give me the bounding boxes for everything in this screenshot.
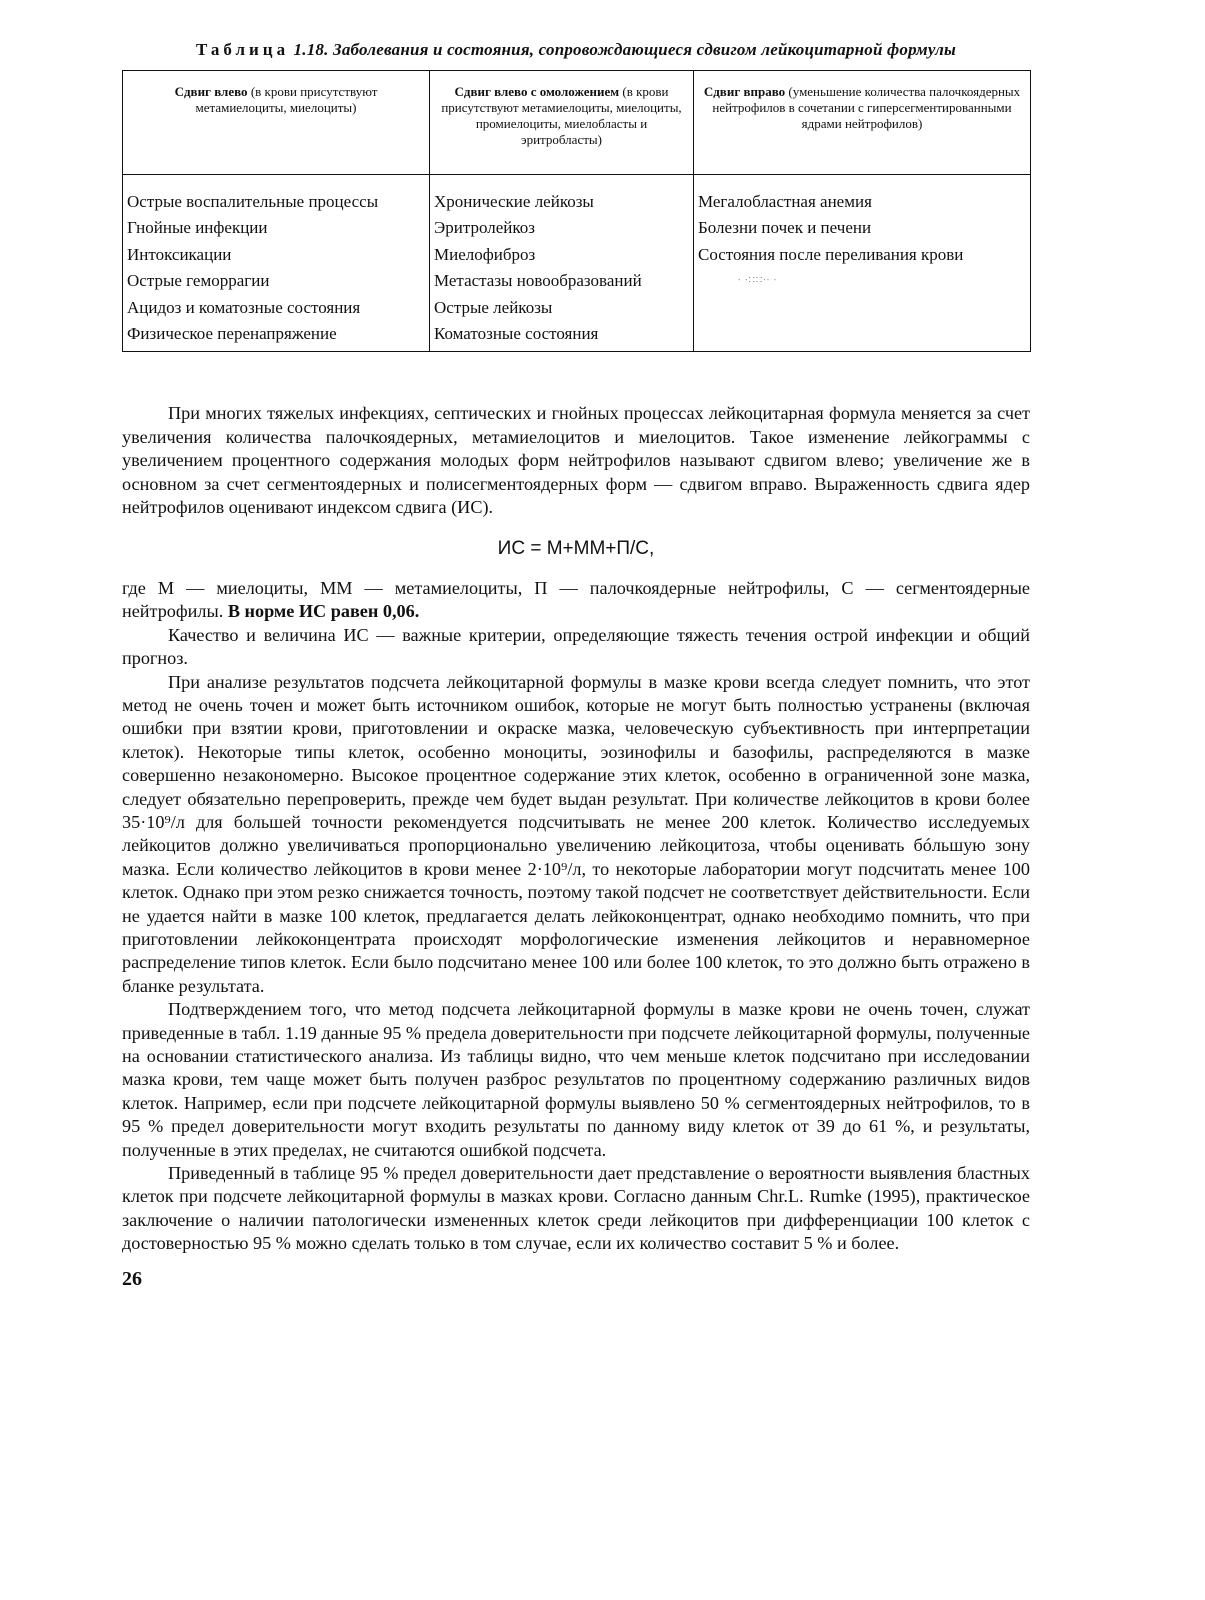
list-item: Метастазы новообразований bbox=[434, 271, 642, 291]
header-right-shift: Сдвиг вправо (уменьшение количества палочкоядерных нейтрофилов в сочетании с гиперсегментированными ядрами нейтрофилов) bbox=[694, 71, 1031, 175]
body-text bbox=[122, 402, 1030, 1255]
list-item: Физическое перенапряжение bbox=[127, 324, 337, 344]
header-left-shift-rejuvenation: Сдвиг влево с омоложением (в крови присутствуют метамиелоциты, миелоциты, промиелоциты, миелобласты и эритробласты) bbox=[430, 71, 694, 175]
list-item: Болезни почек и печени bbox=[698, 218, 872, 238]
paragraph: где М — миелоциты, ММ — метамиелоциты, П — палочкоядерные нейтрофилы, С — сегментоядерные нейтрофилы. В норме ИС равен 0,06. bbox=[122, 577, 1030, 622]
paragraph: Качество и величина ИС — важные критерии, определяющие тяжесть течения острой инфекции и общий прогноз. bbox=[122, 624, 1030, 669]
document-page bbox=[122, 40, 1030, 1291]
column-left-shift-rejuvenation bbox=[430, 175, 694, 352]
list-item: Мегалобластная анемия bbox=[698, 192, 872, 211]
table-caption-label: Таблица bbox=[195, 40, 290, 59]
paragraph: Приведенный в таблице 95 % предел доверительности дает представление о вероятности выявления бластных клеток при подсчете лейкоцитарной формулы в мазках крови. Согласно данным Chr.L. Rumke (1995), практическое заключение о наличии патологически измененных клеток среди лейкоцитов при дифференциации 100 клеток с достоверностью 95 % можно сделать только в том случае, если их количество составит 5 % и более. bbox=[122, 1163, 1030, 1254]
table-caption-text: 1.18. Заболевания и состояния, сопровождающиеся сдвигом лейкоцитарной формулы bbox=[293, 40, 957, 59]
list-item: Состояния после переливания крови bbox=[698, 244, 964, 264]
list-item: Острые геморрагии bbox=[127, 271, 270, 291]
list-item: Гнойные инфекции bbox=[127, 218, 268, 238]
list-item: Хронические лейкозы bbox=[434, 192, 594, 211]
list-item: Ацидоз и коматозные состояния bbox=[127, 297, 361, 317]
list-item: Миелофиброз bbox=[434, 244, 536, 264]
norm-statement: В норме ИС равен 0,06. bbox=[227, 601, 420, 622]
table-caption bbox=[122, 40, 1030, 60]
list-item: Эритролейкоз bbox=[434, 218, 535, 238]
column-right-shift bbox=[694, 175, 1031, 352]
paragraph: Подтверждением того, что метод подсчета лейкоцитарной формулы в мазке крови не очень точен, служат приведенные в табл. 1.19 данные 95 % предела доверительности при подсчете лейкоцитарной формулы, полученные на основании статистического анализа. Из таблицы видно, что чем меньше клеток подсчитано при исследовании мазка крови, тем чаще может быть получен разброс результатов по процентному содержанию различных видов клеток. Например, если при подсчете лейкоцитарной формулы выявлено 50 % сегментоядерных нейтрофилов, то в 95 % предел доверительности могут входить результаты по данному виду клеток от 39 до 61 %, и результаты, полученные в этих пределах, не считаются ошибкой подсчета. bbox=[122, 999, 1030, 1160]
list-item: Острые лейкозы bbox=[434, 297, 553, 317]
leukocyte-shift-table bbox=[122, 70, 1031, 352]
scan-noise: ∙ ∙∷∷∙∙ ∙ bbox=[738, 275, 778, 287]
column-left-shift bbox=[123, 175, 430, 352]
paragraph: При многих тяжелых инфекциях, септических и гнойных процессах лейкоцитарная формула меняется за счет увеличения количества палочкоядерных, метамиелоцитов и миелоцитов. Такое изменение лейкограммы с увеличением процентного содержания молодых форм нейтрофилов называют сдвигом влево; увеличение же в основном за счет сегментоядерных и полисегментоядерных форм — сдвигом вправо. Выраженность сдвига ядер нейтрофилов оценивают индексом сдвига (ИС). bbox=[122, 403, 1030, 518]
list-item: Коматозные состояния bbox=[434, 324, 599, 344]
list-item: Острые воспалительные процессы bbox=[127, 192, 379, 211]
shift-index-formula: ИС = М+ММ+П/С, bbox=[497, 538, 655, 560]
page-number: 26 bbox=[122, 1267, 142, 1290]
header-left-shift: Сдвиг влево (в крови присутствуют метамиелоциты, миелоциты) bbox=[123, 71, 430, 175]
paragraph: При анализе результатов подсчета лейкоцитарной формулы в мазке крови всегда следует помнить, что этот метод не очень точен и может быть источником ошибок, которые не могут быть полностью устранены (включая ошибки при взятии крови, приготовлении и окраске мазка, человеческую субъективность при интерпретации клеток). Некоторые типы клеток, особенно моноциты, эозинофилы и базофилы, распределяются в мазке совершенно незакономерно. Высокое процентное содержание этих клеток, особенно в ограниченной зоне мазка, следует обязательно перепроверить, прежде чем будет выдан результат. При количестве лейкоцитов в крови более 35·10⁹/л для большей точности рекомендуется подсчитывать не менее 200 клеток. Количество исследуемых лейкоцитов должно увеличиваться пропорционально увеличению лейкоцитоза, чтобы оценивать бóльшую зону мазка. Если количество лейкоцитов в крови менее 2·10⁹/л, то некоторые лаборатории могут подсчитать менее 100 клеток. Однако при этом резко снижается точность, поэтому такой подсчет не соответствует действительности. Если не удается найти в мазке 100 клеток, предлагается делать лейкоконцентрат, однако необходимо помнить, что при приготовлении лейкоконцентрата происходят морфологические изменения лейкоцитов и неравномерное распределение типов клеток. Если было подсчитано менее 100 или более 100 клеток, то это должно быть отражено в бланке результата. bbox=[122, 671, 1030, 996]
list-item: Интоксикации bbox=[127, 244, 232, 264]
